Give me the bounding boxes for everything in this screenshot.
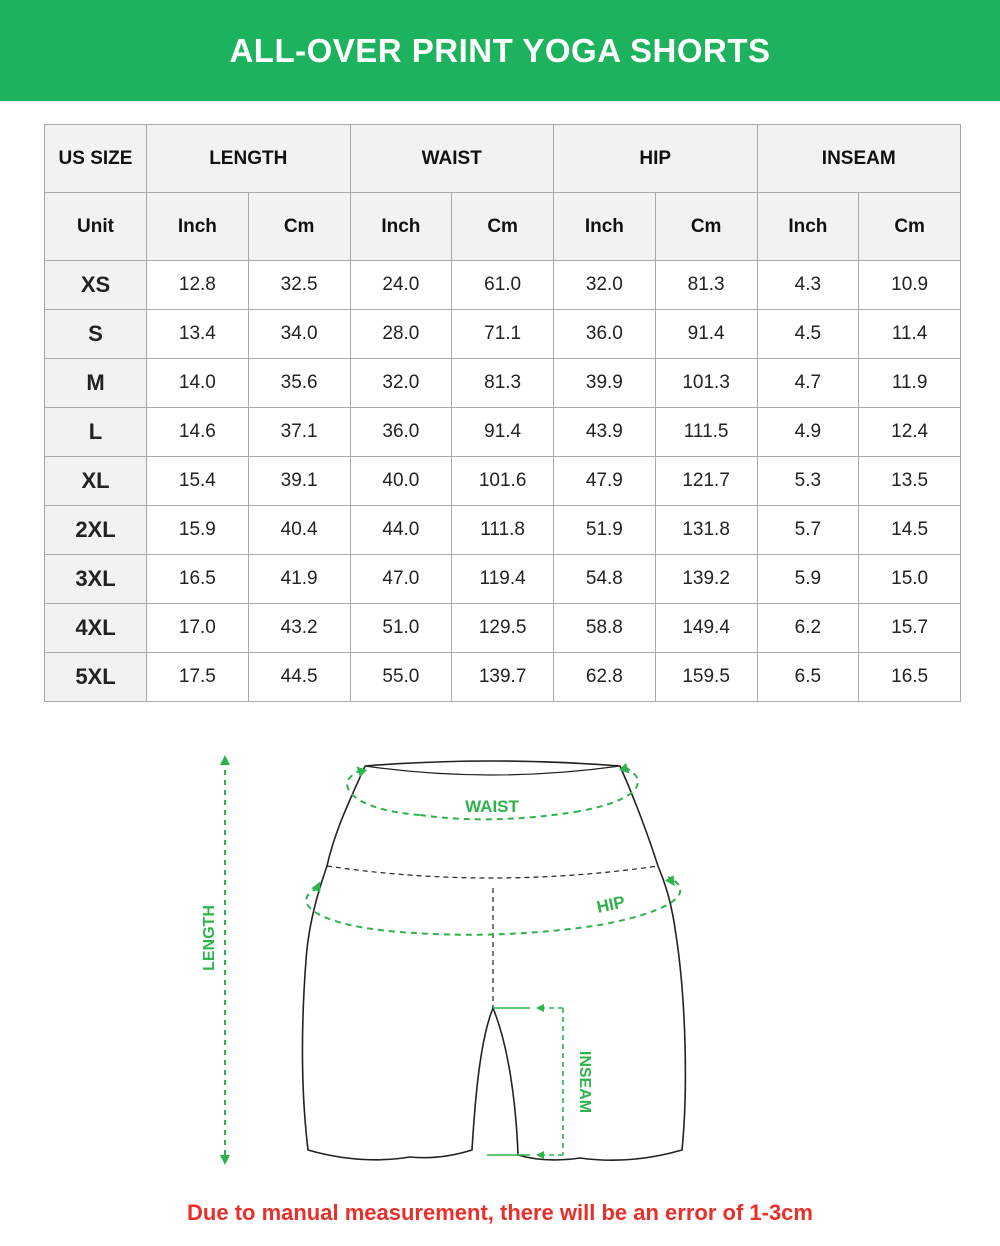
table-cell: 40.0 [350, 457, 452, 506]
unit-header: Unit [45, 193, 147, 261]
measurement-diagram [0, 730, 1000, 1180]
table-cell: 47.0 [350, 555, 452, 604]
us-size-header: US SIZE [45, 125, 147, 193]
table-cell: 5.9 [757, 555, 859, 604]
table-cell: 5.3 [757, 457, 859, 506]
table-cell: 11.9 [859, 359, 961, 408]
table-cell: 58.8 [554, 604, 656, 653]
table-cell: 129.5 [452, 604, 554, 653]
table-cell: 47.9 [554, 457, 656, 506]
table-cell: 16.5 [147, 555, 249, 604]
group-header-inseam: INSEAM [757, 125, 961, 193]
unit-cell: Cm [859, 193, 961, 261]
table-cell: 6.2 [757, 604, 859, 653]
table-cell: 4.3 [757, 261, 859, 310]
table-cell: 12.8 [147, 261, 249, 310]
table-cell: 121.7 [655, 457, 757, 506]
table-cell: 12.4 [859, 408, 961, 457]
page-title: ALL-OVER PRINT YOGA SHORTS [229, 31, 771, 69]
table-cell: 43.9 [554, 408, 656, 457]
table-cell: 81.3 [655, 261, 757, 310]
unit-header-row [45, 193, 961, 261]
table-cell: 14.0 [147, 359, 249, 408]
table-cell: 43.2 [248, 604, 350, 653]
table-cell: 14.5 [859, 506, 961, 555]
table-cell: 51.0 [350, 604, 452, 653]
group-header-length: LENGTH [147, 125, 351, 193]
table-cell: 111.8 [452, 506, 554, 555]
table-cell: 4.5 [757, 310, 859, 359]
table-cell: 91.4 [452, 408, 554, 457]
table-cell: 36.0 [350, 408, 452, 457]
table-cell: 11.4 [859, 310, 961, 359]
table-cell: 71.1 [452, 310, 554, 359]
table-cell: 61.0 [452, 261, 554, 310]
table-cell: 17.5 [147, 653, 249, 702]
table-cell: 28.0 [350, 310, 452, 359]
table-cell: 13.5 [859, 457, 961, 506]
unit-cell: Inch [757, 193, 859, 261]
size-label: M [45, 359, 147, 408]
table-row [45, 506, 961, 555]
table-cell: 39.1 [248, 457, 350, 506]
size-label: 2XL [45, 506, 147, 555]
table-cell: 37.1 [248, 408, 350, 457]
table-cell: 111.5 [655, 408, 757, 457]
shorts-outline [302, 761, 685, 1160]
table-cell: 119.4 [452, 555, 554, 604]
size-label: 3XL [45, 555, 147, 604]
hip-label: HIP [595, 892, 627, 917]
table-cell: 15.7 [859, 604, 961, 653]
table-cell: 32.5 [248, 261, 350, 310]
table-cell: 139.2 [655, 555, 757, 604]
table-row [45, 653, 961, 702]
table-cell: 5.7 [757, 506, 859, 555]
table-cell: 54.8 [554, 555, 656, 604]
size-label: 5XL [45, 653, 147, 702]
table-cell: 6.5 [757, 653, 859, 702]
hip-seam [327, 866, 658, 878]
table-cell: 41.9 [248, 555, 350, 604]
table-cell: 4.7 [757, 359, 859, 408]
unit-cell: Cm [248, 193, 350, 261]
group-header-row [45, 125, 961, 193]
unit-cell: Cm [655, 193, 757, 261]
inseam-measure [487, 1008, 563, 1155]
table-cell: 44.5 [248, 653, 350, 702]
size-label: XL [45, 457, 147, 506]
table-cell: 15.4 [147, 457, 249, 506]
table-cell: 91.4 [655, 310, 757, 359]
table-cell: 32.0 [554, 261, 656, 310]
table-cell: 81.3 [452, 359, 554, 408]
waistband-bottom [365, 766, 620, 775]
inseam-label: INSEAM [576, 1050, 593, 1114]
table-cell: 101.6 [452, 457, 554, 506]
table-cell: 14.6 [147, 408, 249, 457]
table-cell: 24.0 [350, 261, 452, 310]
size-label: S [45, 310, 147, 359]
table-row [45, 555, 961, 604]
waist-label: WAIST [465, 797, 519, 816]
group-header-waist: WAIST [350, 125, 554, 193]
table-row [45, 408, 961, 457]
measurement-note: Due to manual measurement, there will be an error of 1-3cm [187, 1200, 813, 1225]
shorts-body [302, 766, 685, 1160]
table-cell: 35.6 [248, 359, 350, 408]
table-cell: 34.0 [248, 310, 350, 359]
table-cell: 13.4 [147, 310, 249, 359]
table-row [45, 604, 961, 653]
table-cell: 10.9 [859, 261, 961, 310]
table-cell: 44.0 [350, 506, 452, 555]
table-cell: 149.4 [655, 604, 757, 653]
table-row [45, 261, 961, 310]
unit-cell: Inch [350, 193, 452, 261]
table-row [45, 359, 961, 408]
table-row [45, 310, 961, 359]
table-cell: 40.4 [248, 506, 350, 555]
title-banner [0, 0, 1000, 101]
table-cell: 51.9 [554, 506, 656, 555]
unit-cell: Inch [147, 193, 249, 261]
table-cell: 39.9 [554, 359, 656, 408]
waistband-top [365, 761, 620, 766]
table-cell: 55.0 [350, 653, 452, 702]
table-cell: 4.9 [757, 408, 859, 457]
size-label: XS [45, 261, 147, 310]
table-cell: 139.7 [452, 653, 554, 702]
table-cell: 131.8 [655, 506, 757, 555]
group-header-hip: HIP [554, 125, 758, 193]
table-cell: 36.0 [554, 310, 656, 359]
table-cell: 15.0 [859, 555, 961, 604]
table-cell: 16.5 [859, 653, 961, 702]
table-cell: 15.9 [147, 506, 249, 555]
unit-cell: Cm [452, 193, 554, 261]
table-cell: 159.5 [655, 653, 757, 702]
table-cell: 101.3 [655, 359, 757, 408]
table-cell: 32.0 [350, 359, 452, 408]
size-label: 4XL [45, 604, 147, 653]
size-label: L [45, 408, 147, 457]
table-cell: 62.8 [554, 653, 656, 702]
length-label: LENGTH [201, 905, 218, 971]
size-chart-table [44, 124, 961, 702]
table-row [45, 457, 961, 506]
table-cell: 17.0 [147, 604, 249, 653]
unit-cell: Inch [554, 193, 656, 261]
